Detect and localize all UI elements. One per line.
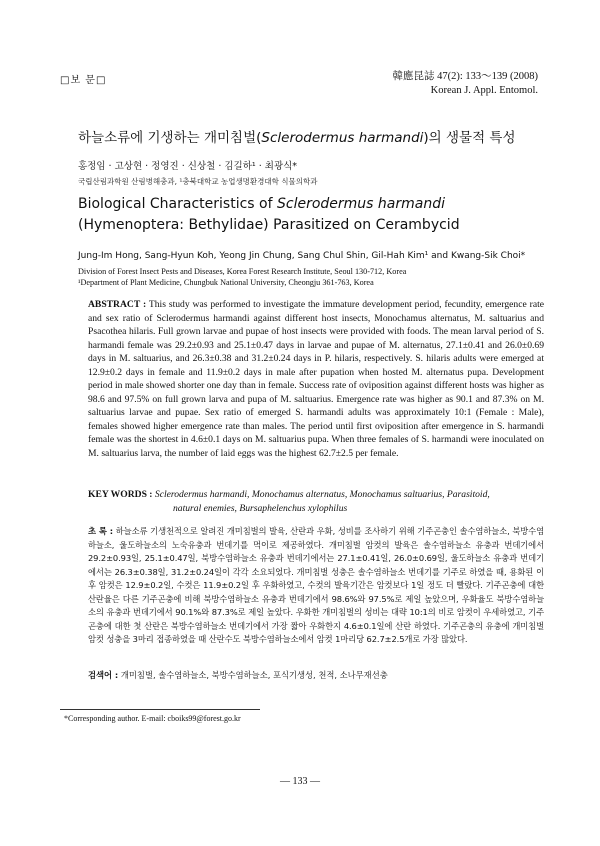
keywords-english xyxy=(88,488,544,515)
abstract-english xyxy=(88,298,544,461)
affiliation-english xyxy=(78,266,548,288)
journal-name-en: Korean J. Appl. Entomol. xyxy=(430,85,538,96)
page-number: — 133 — xyxy=(280,776,320,787)
keywords-line-1: Sclerodermus harmandi, Monochamus alternatus, Monochamus saltuarius, Parasitoid, xyxy=(154,489,490,500)
abstract-label: ABSTRACT : xyxy=(88,299,147,310)
ko-keywords-label: 검색어 : xyxy=(88,670,119,680)
ko-keywords-text: 개미침벌, 솔수염하늘소, 북방수염하늘소, 포식기생성, 천적, 소나무재선충 xyxy=(120,670,388,680)
keywords-korean xyxy=(88,669,544,681)
title-ko-pre: 하늘소류에 기생하는 개미침벌( xyxy=(78,130,262,146)
journal-citation-ko: 韓應昆誌 47(2): 133～139 (2008) xyxy=(392,71,538,82)
authors-english: Jung-Im Hong, Sang-Hyun Koh, Yeong Jin Chung, Sang Chul Shin, Gil-Hah Kim¹ and Kwang-Sik Choi* xyxy=(78,251,526,261)
title-ko-species: Sclerodermus harmandi xyxy=(261,130,424,146)
authors-korean: 홍정임 · 고상현 · 정영진 · 신상철 · 김길하¹ · 최광식* xyxy=(78,161,298,172)
title-en-part1: Biological Characteristics of xyxy=(78,196,277,212)
journal-citation xyxy=(392,70,538,98)
abstract-korean xyxy=(88,525,544,647)
abstract-text: This study was performed to investigate the immature development period, fecundity, emergence rate and sex ratio of Sclerodermus harmandi against different host insects, Monochamus alternatus, M. saltuarius and Psacothea hilaris. Full grown larvae and pupae of host insects were provided with foods. The mean larval period of S. harmandi female was 29.2±0.93 and 25.1±0.47 days in larvae and pupae of M. alternatus, 27.1±0.41 and 26.0±0.69 days in M. saltuarius, and 26.3±0.38 and 31.2±0.24 days in P. hilaris, respectively. S. hilaris adults were emerged at 12.9±0.2 days in female and 11.9±0.2 days in male after pupation when hosted M. alternatus pupa. Development period in male showed shorter one day than in female. Success rate of oviposition against different hosts was higher as 98.6 and 97.5% on full grown larva and pupa of M. saltuarius. Emergence rate was higher as 90.1 and 87.3% on M. saltuarius larvae and pupae. Sex ratio of emerged S. harmandi adults was approximately 10:1 (Female : Male), females showed higher emergence rate than males. The period until first oviposition after emergence in S. harmandi female was the shortest in 4.6±0.1 days on M. saltuarius pupa. When three females of S. harmandi were inoculated on M. saltuarius larva, the number of laid eggs was the highest 62.7±2.5 per female. xyxy=(88,299,544,460)
footnote-divider xyxy=(60,709,260,710)
title-english xyxy=(78,194,548,236)
title-korean xyxy=(78,126,516,146)
title-ko-post: )의 생물적 특성 xyxy=(423,130,516,146)
affiliation-en-2: ¹Department of Plant Medicine, Chungbuk National University, Cheongju 361-763, Korea xyxy=(78,278,374,287)
ko-abstract-label: 초 록 : xyxy=(88,526,114,536)
title-en-part2: (Hymenoptera: Bethylidae) Parasitized on Cerambycid xyxy=(78,217,460,233)
keywords-label: KEY WORDS : xyxy=(88,489,153,500)
ko-abstract-text: 하늘소류 기생천적으로 알려진 개미침벌의 발육, 산란과 우화, 성비를 조사하기 위해 기주곤충인 솔수염하늘소, 북방수염하늘소, 울도하늘소의 노숙유충과 번데기를 먹이로 제공하였다. 개미침벌 암컷의 발육은 솔수염하늘소 유충과 번데기에서 29.2±0.93일, 25.1±0.47일, 북방수염하늘소 유충과 번데기에서는 27.1±0.41일, 26.0±0.69일, 울도하늘소 유충과 번데기에서는 26.3±0.38일, 31.2±0.24일이 각각 소요되었다. 개미침벌 성충은 솔수염하늘소 번데기를 기주로 하였을 때, 용화된 이후 암컷은 12.9±0.2일, 수컷은 11.9±0.2일 후 우화하였고, 수컷의 발육기간은 암컷보다 1일 정도 더 빨랐다. 기주곤충에 대한 산란율은 다른 기주곤충에 비해 북방수염하늘소 유충과 번데기에서 98.6%와 97.5%로 제일 높았으며, 우화율도 북방수염하늘소의 유충과 번데기에서 90.1%와 87.3%로 제일 높았다. 우화한 개미침벌의 성비는 대략 10:1의 비로 암컷이 우세하였고, 기주곤충에 대한 첫 산란은 북방수염하늘소 번데기에서 가장 짧아 우화한지 4.6±0.1일에 산란 하였다. 기주곤충의 유충에 개미침벌 암컷 성충을 3마리 접종하였을 때 산란수도 북방수염하늘소에서 암컷 1마리당 62.7±2.5개로 가장 많았다. xyxy=(88,526,545,644)
title-en-species: Sclerodermus harmandi xyxy=(276,196,445,212)
corresponding-author-footnote: *Corresponding author. E-mail: cboiks99@forest.go.kr xyxy=(64,714,241,723)
keywords-line-2: natural enemies, Bursaphelenchus xylophilus xyxy=(173,502,348,514)
affiliation-korean: 국립산림과학원 산림병해충과, ¹충북대학교 농업생명환경대학 식물의학과 xyxy=(78,177,318,186)
affiliation-en-1: Division of Forest Insect Pests and Diseases, Korea Forest Research Institute, Seoul 130-712, Korea xyxy=(78,267,407,276)
article-type-label: □보 문□ xyxy=(60,75,107,86)
